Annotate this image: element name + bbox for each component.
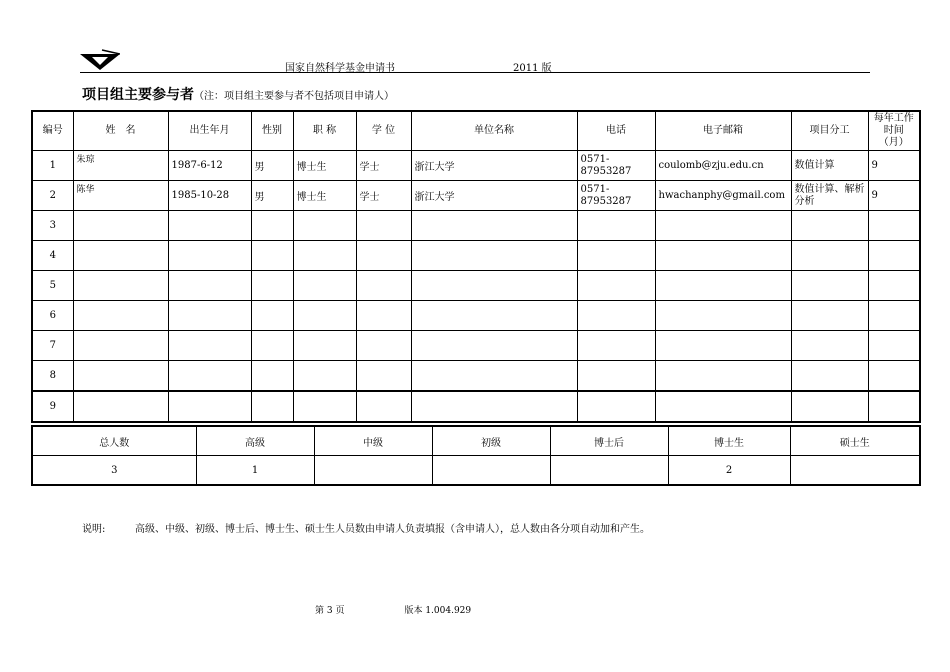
summary-table (31, 425, 921, 486)
table-cell (251, 391, 293, 422)
table-cell: 0571-87953287 (577, 181, 655, 211)
table-cell (356, 211, 411, 241)
table-row (32, 241, 920, 271)
header-divider (80, 72, 870, 73)
table-row (32, 211, 920, 241)
header-cell: 电话 (577, 111, 655, 151)
doc-version: 版本 1.004.929 (404, 606, 472, 616)
table-cell: 博士生 (293, 181, 356, 211)
table-cell (411, 391, 577, 422)
table-cell (73, 211, 168, 241)
table-cell (655, 331, 791, 361)
table-cell (868, 361, 920, 392)
header-cell: 项目分工 (791, 111, 868, 151)
table-cell (411, 331, 577, 361)
summary-value-row (32, 456, 920, 486)
table-cell (791, 331, 868, 361)
summary-value-cell (432, 456, 550, 486)
summary-value-cell: 3 (32, 456, 196, 486)
table-cell (251, 271, 293, 301)
table-cell (293, 271, 356, 301)
table-cell: 6 (32, 301, 73, 331)
table-row (32, 181, 920, 211)
table-cell: 陈华 (73, 181, 168, 211)
table-cell (356, 301, 411, 331)
table-cell (411, 271, 577, 301)
section-title: 项目组主要参与者（注：项目组主要参与者不包括项目申请人） (82, 87, 394, 103)
table-cell (577, 241, 655, 271)
table-cell (577, 271, 655, 301)
table-cell (293, 301, 356, 331)
table-cell (293, 391, 356, 422)
table-cell (356, 271, 411, 301)
table-cell (791, 391, 868, 422)
table-cell (73, 271, 168, 301)
table-cell (791, 241, 868, 271)
summary-header-cell: 中级 (314, 426, 432, 456)
table-cell (868, 271, 920, 301)
table-cell (356, 241, 411, 271)
table-cell (791, 301, 868, 331)
summary-value-cell (790, 456, 920, 486)
table-cell (655, 241, 791, 271)
page-number: 第 3 页 (315, 606, 345, 616)
table-cell (251, 241, 293, 271)
section-note: （注：项目组主要参与者不包括项目申请人） (194, 91, 394, 102)
table-cell: 男 (251, 181, 293, 211)
table-cell (655, 391, 791, 422)
header-cell: 编号 (32, 111, 73, 151)
table-cell: 浙江大学 (411, 151, 577, 181)
summary-header-cell: 博士生 (668, 426, 790, 456)
table-cell (655, 361, 791, 392)
table-cell (356, 361, 411, 392)
table-cell (868, 331, 920, 361)
table-cell (791, 211, 868, 241)
table-row (32, 301, 920, 331)
table-cell: 数值计算 (791, 151, 868, 181)
summary-value-cell: 2 (668, 456, 790, 486)
table-cell (655, 271, 791, 301)
header-version: 2011 版 (513, 63, 552, 74)
table-cell (73, 391, 168, 422)
table-cell: 学士 (356, 181, 411, 211)
header-cell: 学 位 (356, 111, 411, 151)
explanation-note (82, 520, 650, 535)
table-cell: 学士 (356, 151, 411, 181)
header-cell: 出生年月 (168, 111, 251, 151)
table-cell: 男 (251, 151, 293, 181)
nsfc-logo-icon (80, 48, 120, 70)
table-cell (868, 211, 920, 241)
table-cell (356, 391, 411, 422)
table-cell (293, 331, 356, 361)
table-cell: 1987-6-12 (168, 151, 251, 181)
table-cell (293, 241, 356, 271)
table-cell (577, 301, 655, 331)
table-cell: 1985-10-28 (168, 181, 251, 211)
header-cell: 每年工作时间（月） (868, 111, 920, 151)
table-cell: 9 (868, 181, 920, 211)
table-cell (251, 211, 293, 241)
table-cell (577, 391, 655, 422)
table-row (32, 391, 920, 422)
table-cell: 浙江大学 (411, 181, 577, 211)
table-row (32, 361, 920, 392)
table-cell (791, 361, 868, 392)
summary-header-cell: 硕士生 (790, 426, 920, 456)
table-row (32, 151, 920, 181)
summary-value-cell (550, 456, 668, 486)
table-cell (251, 331, 293, 361)
header-cell: 电子邮箱 (655, 111, 791, 151)
table-cell (411, 241, 577, 271)
table-cell: 1 (32, 151, 73, 181)
note-label: 说明: (82, 524, 106, 535)
table-cell: 5 (32, 271, 73, 301)
table-cell (168, 391, 251, 422)
table-row (32, 271, 920, 301)
table-cell (577, 211, 655, 241)
table-cell (251, 361, 293, 392)
header-cell: 姓 名 (73, 111, 168, 151)
table-cell: 0571-87953287 (577, 151, 655, 181)
table-cell (168, 241, 251, 271)
header-cell: 单位名称 (411, 111, 577, 151)
table-cell: 8 (32, 361, 73, 392)
table-cell (356, 331, 411, 361)
header-cell: 职 称 (293, 111, 356, 151)
table-row (32, 331, 920, 361)
table-cell: 4 (32, 241, 73, 271)
page-footer (315, 603, 471, 616)
table-cell: hwachanphy@gmail.com (655, 181, 791, 211)
summary-header-cell: 博士后 (550, 426, 668, 456)
table-cell (411, 211, 577, 241)
table-cell (655, 301, 791, 331)
table-cell: 3 (32, 211, 73, 241)
table-cell: 2 (32, 181, 73, 211)
table-cell: 数值计算、解析分析 (791, 181, 868, 211)
participants-table (31, 110, 921, 423)
summary-header-row (32, 426, 920, 456)
table-cell (73, 301, 168, 331)
summary-value-cell: 1 (196, 456, 314, 486)
table-cell (168, 211, 251, 241)
table-cell: 朱琼 (73, 151, 168, 181)
table-cell (73, 361, 168, 392)
note-text: 高级、中级、初级、博士后、博士生、硕士生人员数由申请人负责填报（含申请人），总人数由各分项自动加和产生。 (135, 524, 650, 535)
table-cell (868, 391, 920, 422)
table-cell (868, 301, 920, 331)
summary-header-cell: 初级 (432, 426, 550, 456)
header-title: 国家自然科学基金申请书 (285, 63, 395, 74)
table-cell: 9 (32, 391, 73, 422)
table-cell (577, 331, 655, 361)
table-cell (411, 361, 577, 392)
table-cell (868, 241, 920, 271)
table-cell (411, 301, 577, 331)
table-cell (577, 361, 655, 392)
table-cell: coulomb@zju.edu.cn (655, 151, 791, 181)
table-cell (73, 331, 168, 361)
summary-value-cell (314, 456, 432, 486)
summary-header-cell: 总人数 (32, 426, 196, 456)
table-cell (293, 361, 356, 392)
table-cell (73, 241, 168, 271)
table-header-row (32, 111, 920, 151)
table-cell (168, 271, 251, 301)
summary-header-cell: 高级 (196, 426, 314, 456)
table-cell: 7 (32, 331, 73, 361)
table-cell (293, 211, 356, 241)
header-cell: 性别 (251, 111, 293, 151)
table-cell (168, 301, 251, 331)
table-cell (655, 211, 791, 241)
table-cell (251, 301, 293, 331)
table-cell (791, 271, 868, 301)
table-cell (168, 361, 251, 392)
table-cell (168, 331, 251, 361)
table-cell: 9 (868, 151, 920, 181)
table-cell: 博士生 (293, 151, 356, 181)
